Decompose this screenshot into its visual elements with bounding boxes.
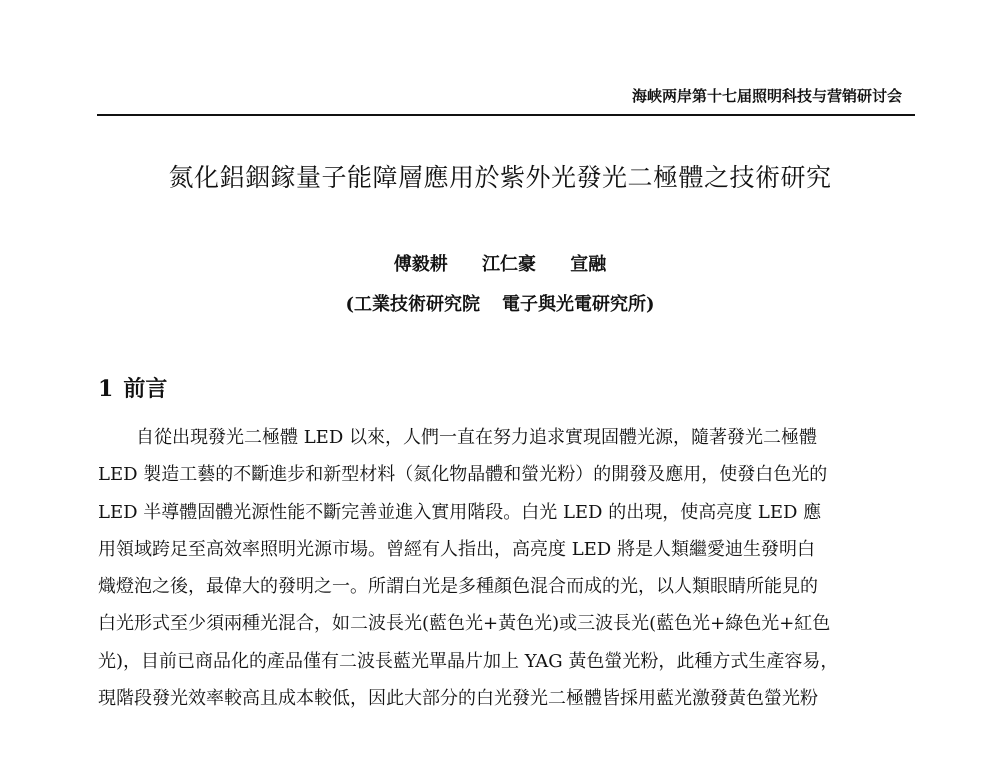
body-line: 自從出現發光二極體 LED 以來，人們一直在努力追求實現固體光源，隨著發光二極體	[136, 427, 817, 448]
author-list	[0, 250, 1000, 276]
author-3: 宣融	[570, 254, 607, 275]
paper-title: 氮化鋁銦鎵量子能障層應用於紫外光發光二極體之技術研究	[168, 163, 832, 192]
body-line: LED 半導體固體光源性能不斷完善並進入實用階段。白光 LED 的出現，使高亮度 LED 應	[98, 501, 822, 523]
author-2: 江仁豪	[482, 254, 536, 275]
affiliation-institute: (工業技術研究院	[345, 294, 480, 315]
section-number: 1	[98, 376, 114, 402]
body-paragraph	[98, 419, 918, 717]
body-line: LED 製造工藝的不斷進步和新型材料（氮化物晶體和螢光粉）的開發及應用，使發白色光的	[98, 464, 828, 486]
body-line: 熾燈泡之後，最偉大的發明之一。所謂白光是多種顏色混合而成的光，以人類眼睛所能見的	[98, 576, 818, 598]
affiliation-division: 電子與光電研究所)	[502, 294, 655, 315]
section-title: 前言	[123, 376, 168, 402]
body-line: 光)，目前已商品化的產品僅有二波長藍光單晶片加上 YAG 黃色螢光粉，此種方式生產容易，	[98, 650, 839, 672]
header-rule	[97, 114, 915, 116]
body-line: 用領域跨足至高效率照明光源市場。曾經有人指出，高亮度 LED 將是人類繼愛迪生發明白	[98, 538, 815, 560]
body-line: 白光形式至少須兩種光混合，如二波長光(藍色光+黃色光)或三波長光(藍色光+綠色光+紅色	[98, 613, 831, 635]
conference-name: 海峡两岸第十七届照明科技与营销研讨会	[631, 87, 902, 105]
running-header	[0, 0, 1000, 120]
body-line: 現階段發光效率較高且成本較低，因此大部分的白光發光二極體皆採用藍光激發黃色螢光粉	[98, 688, 818, 710]
author-1: 傅毅耕	[393, 254, 448, 275]
section-heading	[98, 372, 167, 403]
affiliation	[0, 290, 1000, 316]
